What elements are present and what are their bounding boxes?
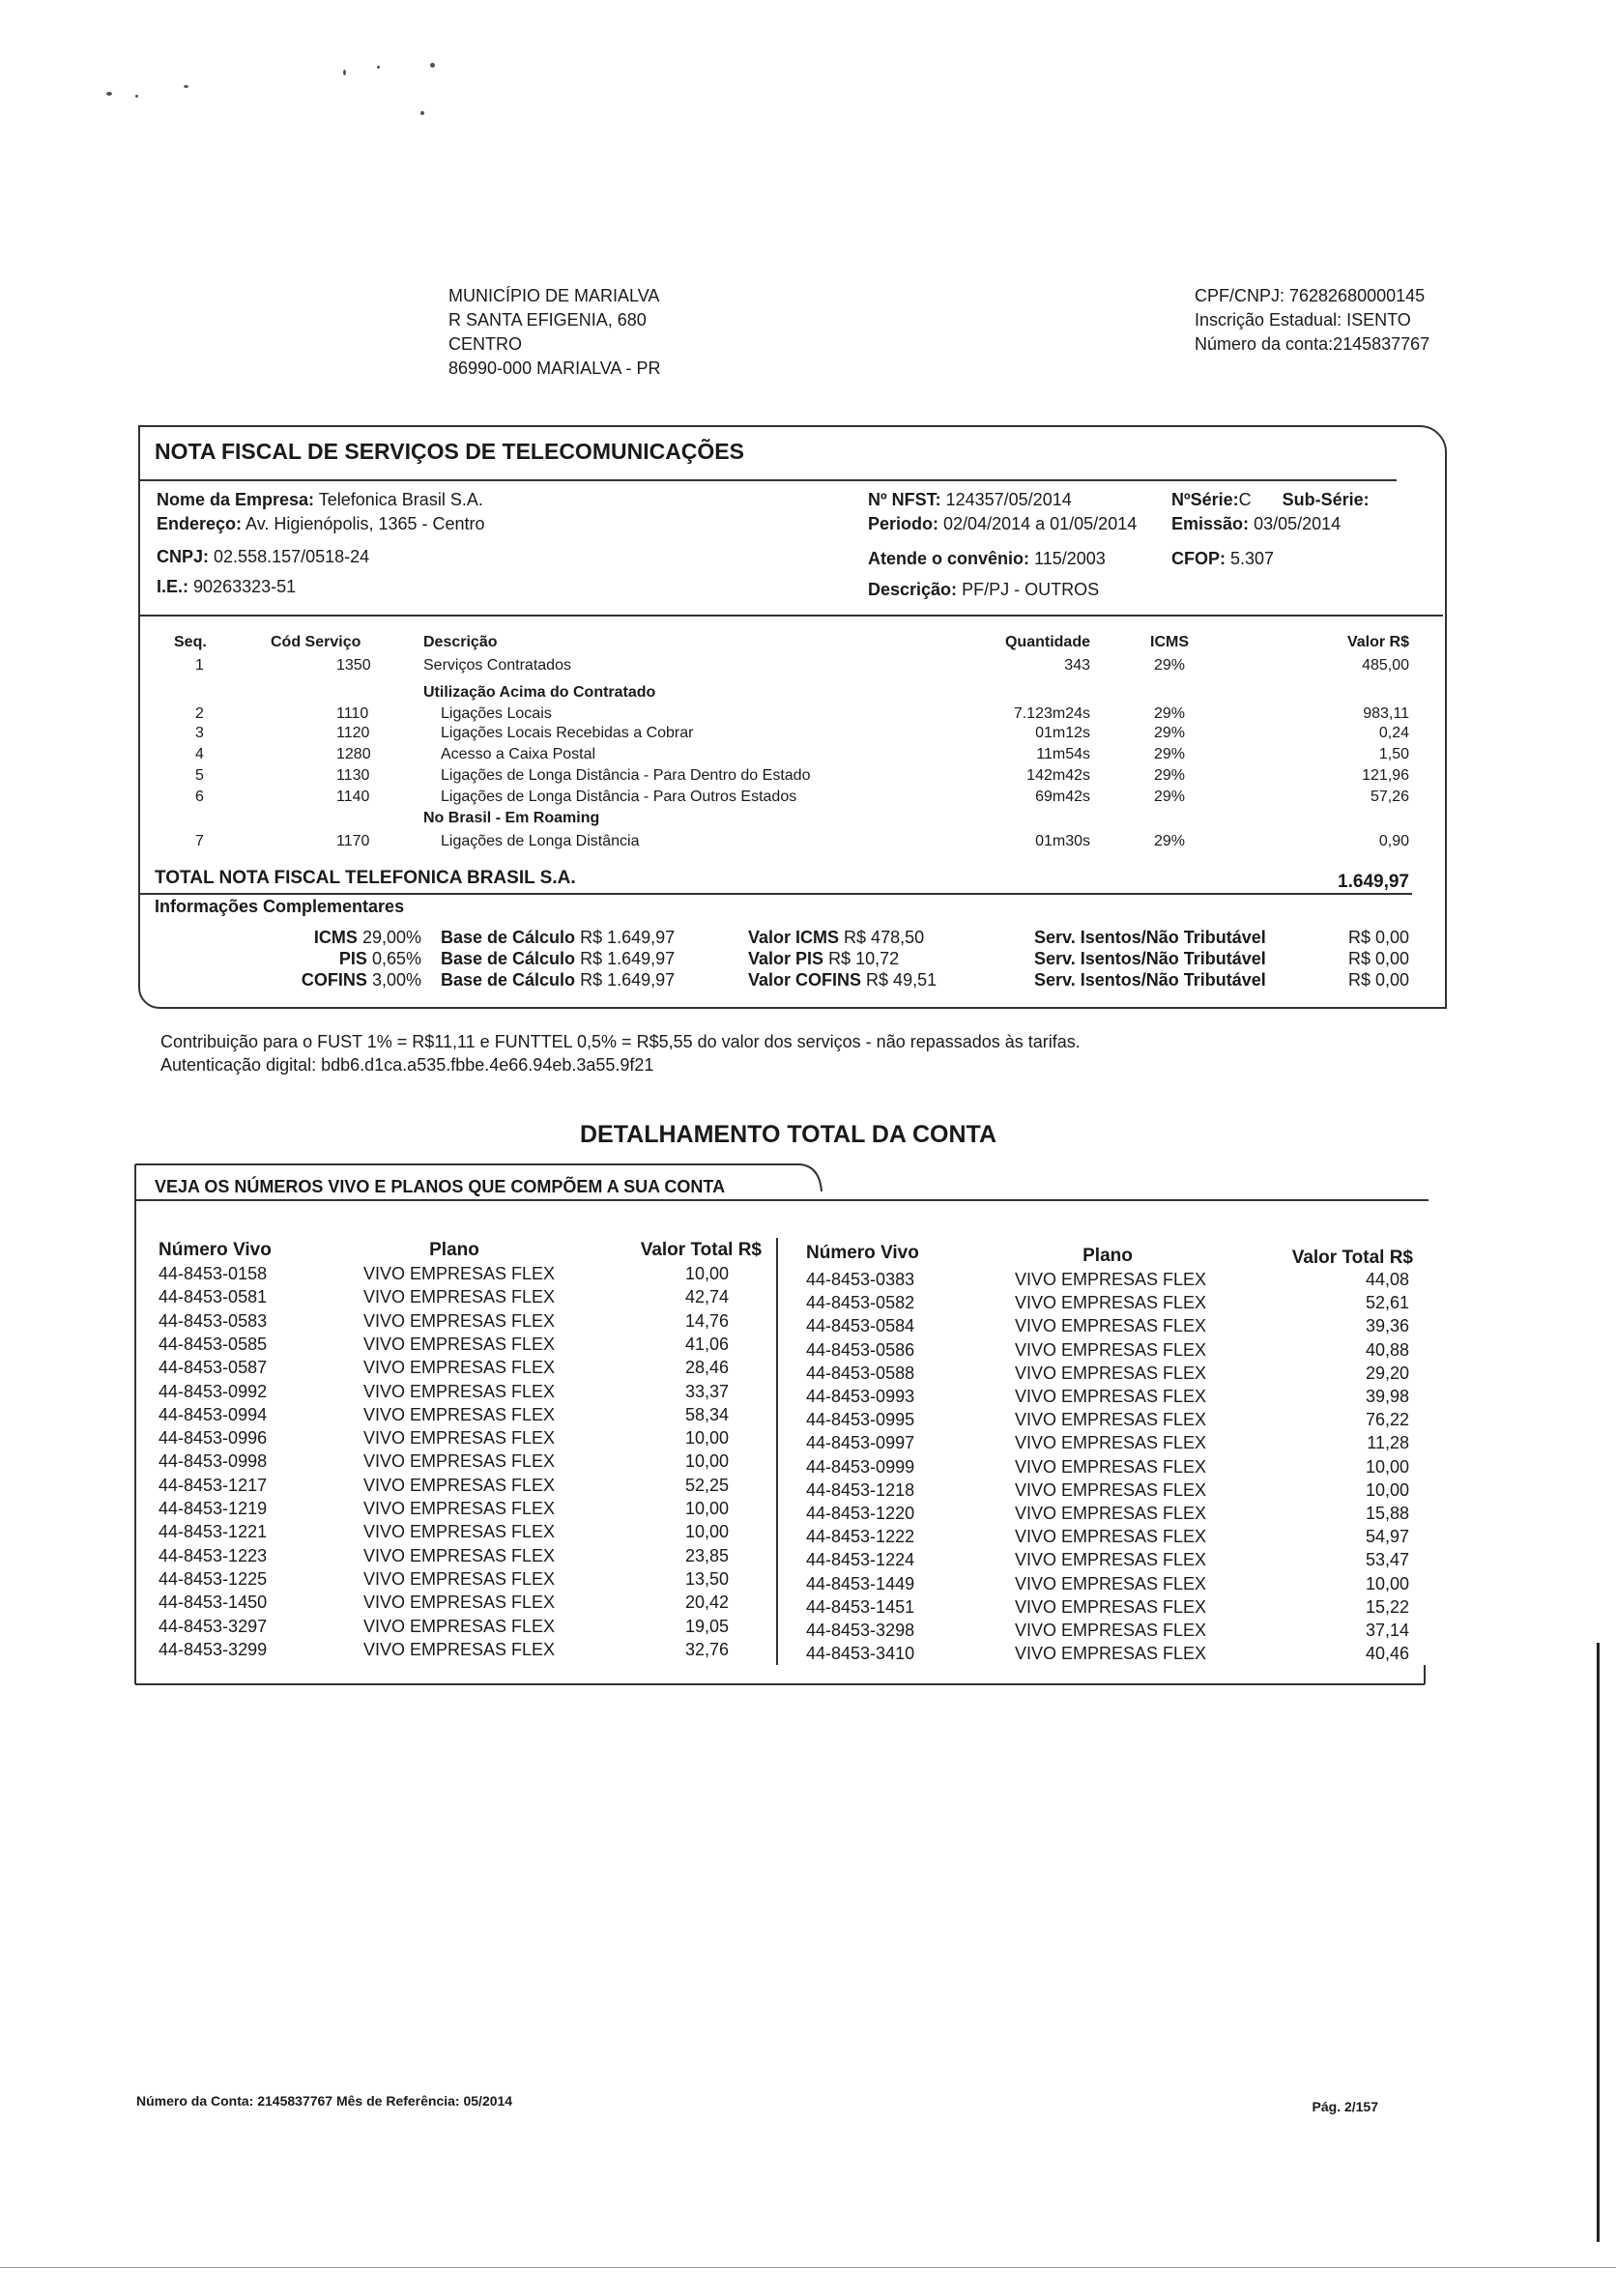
recipient-name: MUNICÍPIO DE MARIALVA	[448, 286, 660, 305]
phone-plan-row	[0, 1593, 793, 1616]
phone-plan-row	[793, 1340, 1585, 1363]
phone-number: 44-8453-0998	[159, 1451, 268, 1472]
phone-number: 44-8453-1450	[159, 1593, 268, 1613]
phone-plan-row	[793, 1644, 1585, 1667]
footer-reference-month: Mês de Referência: 05/2014	[335, 2093, 513, 2109]
plan-value: 52,61	[1365, 1293, 1409, 1313]
plan-name: VIVO EMPRESAS FLEX	[1015, 1550, 1207, 1570]
phone-plan-row	[0, 1617, 793, 1640]
inscricao-estadual: Inscrição Estadual: ISENTO	[1195, 310, 1411, 330]
col-numero-right: Número Vivo	[806, 1243, 919, 1263]
col-valor-right: Valor Total R$	[1291, 1248, 1413, 1268]
header-icms: ICMS	[1150, 634, 1189, 650]
phone-plan-row	[0, 1405, 793, 1428]
cfop-value: 5.307	[1230, 549, 1275, 568]
plan-value: 58,34	[684, 1404, 729, 1424]
total-value: 1.649,97	[1338, 872, 1409, 892]
total-label: TOTAL NOTA FISCAL TELEFONICA BRASIL S.A.	[155, 868, 576, 888]
phone-number: 44-8453-1223	[159, 1545, 268, 1565]
phone-plan-row	[0, 1522, 793, 1545]
phone-number: 44-8453-0993	[806, 1387, 915, 1406]
convenio-label: Atende o convênio:	[868, 549, 1030, 568]
plan-name: VIVO EMPRESAS FLEX	[1015, 1339, 1207, 1360]
info-title: Informações Complementares	[155, 897, 405, 916]
company-name: Telefonica Brasil S.A.	[318, 490, 483, 509]
recipient-street: R SANTA EFIGENIA, 680	[448, 310, 647, 330]
detail-list-left	[0, 1264, 793, 1670]
plan-value: 37,14	[1365, 1621, 1409, 1640]
phone-plan-row	[793, 1387, 1585, 1410]
plan-name: VIVO EMPRESAS FLEX	[363, 1522, 556, 1542]
period-label: Periodo:	[868, 514, 939, 533]
plan-name: VIVO EMPRESAS FLEX	[1015, 1596, 1207, 1617]
phone-plan-row	[793, 1480, 1585, 1504]
plan-name: VIVO EMPRESAS FLEX	[363, 1475, 556, 1495]
phone-number: 44-8453-3299	[159, 1639, 268, 1659]
plan-value: 33,37	[684, 1381, 729, 1401]
plan-name: VIVO EMPRESAS FLEX	[363, 1381, 556, 1401]
period-value: 02/04/2014 a 01/05/2014	[943, 514, 1138, 533]
phone-number: 44-8453-1217	[159, 1475, 268, 1495]
phone-number: 44-8453-0996	[159, 1428, 268, 1449]
tax-row: COFINS 3,00% Base de Cálculo R$ 1.649,97 Valor COFINS R$ 49,51 Serv. Isentos/Não Tributável R$ 0,00	[301, 970, 1409, 990]
phone-plan-row	[793, 1316, 1585, 1339]
phone-number: 44-8453-0581	[159, 1287, 268, 1307]
cnpj-label: CNPJ:	[157, 547, 210, 566]
nfst-number: 124357/05/2014	[945, 490, 1072, 509]
phone-plan-row	[793, 1293, 1585, 1316]
plan-name: VIVO EMPRESAS FLEX	[363, 1428, 556, 1449]
plan-value: 13,50	[684, 1568, 729, 1589]
plan-value: 40,46	[1365, 1644, 1409, 1664]
item-row: 3 1120 Ligações Locais Recebidas a Cobrar 01m12s 29% 0,24	[195, 725, 1409, 741]
plan-name: VIVO EMPRESAS FLEX	[363, 1499, 556, 1518]
item-section-title: No Brasil - Em Roaming	[423, 810, 600, 826]
phone-plan-row	[793, 1574, 1585, 1597]
plan-value: 42,74	[684, 1287, 729, 1307]
account-number: Número da conta:2145837767	[1195, 334, 1430, 354]
cfop-label: CFOP:	[1171, 549, 1226, 568]
phone-number: 44-8453-0994	[159, 1404, 268, 1424]
digital-auth: Autenticação digital: bdb6.d1ca.a535.fbbe.4e66.94eb.3a55.9f21	[160, 1055, 654, 1075]
phone-plan-row	[793, 1457, 1585, 1480]
plan-name: VIVO EMPRESAS FLEX	[1015, 1316, 1207, 1336]
phone-plan-row	[0, 1264, 793, 1287]
plan-value: 10,00	[684, 1428, 729, 1449]
plan-value: 40,88	[1365, 1339, 1409, 1360]
plan-value: 10,00	[684, 1264, 729, 1283]
plan-value: 53,47	[1365, 1550, 1409, 1570]
phone-plan-row	[0, 1335, 793, 1358]
plan-name: VIVO EMPRESAS FLEX	[363, 1310, 556, 1331]
plan-value: 10,00	[1365, 1573, 1409, 1593]
plan-name: VIVO EMPRESAS FLEX	[363, 1404, 556, 1424]
phone-plan-row	[793, 1270, 1585, 1293]
plan-name: VIVO EMPRESAS FLEX	[363, 1616, 556, 1636]
plan-name: VIVO EMPRESAS FLEX	[363, 1264, 556, 1283]
plan-name: VIVO EMPRESAS FLEX	[1015, 1456, 1207, 1477]
plan-value: 10,00	[684, 1522, 729, 1542]
phone-number: 44-8453-3410	[806, 1644, 915, 1664]
phone-plan-row	[793, 1410, 1585, 1433]
plan-value: 10,00	[684, 1451, 729, 1472]
plan-name: VIVO EMPRESAS FLEX	[1015, 1270, 1207, 1289]
nfst-label: Nº NFST:	[868, 490, 941, 509]
phone-number: 44-8453-0999	[806, 1456, 915, 1477]
header-seq: Seq.	[174, 634, 207, 650]
plan-name: VIVO EMPRESAS FLEX	[1015, 1363, 1207, 1383]
item-row: 4 1280 Acesso a Caixa Postal 11m54s 29% 1,50	[195, 746, 1409, 762]
plan-name: VIVO EMPRESAS FLEX	[1015, 1504, 1207, 1523]
plan-value: 32,76	[684, 1639, 729, 1659]
phone-plan-row	[0, 1476, 793, 1499]
plan-value: 44,08	[1365, 1270, 1409, 1289]
plan-value: 14,76	[684, 1310, 729, 1331]
recipient-address	[448, 284, 835, 381]
phone-plan-row	[0, 1287, 793, 1310]
plan-value: 23,85	[684, 1545, 729, 1565]
phone-number: 44-8453-1222	[806, 1527, 915, 1547]
phone-number: 44-8453-0587	[159, 1358, 268, 1378]
phone-plan-row	[793, 1363, 1585, 1387]
item-row: 7 1170 Ligações de Longa Distância 01m30s 29% 0,90	[195, 833, 1409, 849]
plan-name: VIVO EMPRESAS FLEX	[363, 1334, 556, 1354]
ie-label: I.E.:	[157, 577, 189, 596]
phone-number: 44-8453-0995	[806, 1410, 915, 1430]
phone-plan-row	[793, 1621, 1585, 1644]
company-label: Nome da Empresa:	[157, 490, 315, 509]
descricao-value: PF/PJ - OUTROS	[962, 580, 1100, 599]
plan-value: 10,00	[1365, 1456, 1409, 1477]
phone-plan-row	[0, 1569, 793, 1593]
plan-value: 10,00	[1365, 1479, 1409, 1500]
plan-name: VIVO EMPRESAS FLEX	[1015, 1621, 1207, 1640]
phone-plan-row	[0, 1640, 793, 1663]
phone-number: 44-8453-3298	[806, 1621, 915, 1640]
plan-value: 28,46	[684, 1358, 729, 1378]
tax-table	[0, 928, 1616, 997]
phone-plan-row	[0, 1382, 793, 1405]
plan-name: VIVO EMPRESAS FLEX	[363, 1451, 556, 1472]
phone-plan-row	[0, 1451, 793, 1475]
item-row: 5 1130 Ligações de Longa Distância - Para Dentro do Estado 142m42s 29% 121,96	[195, 767, 1409, 784]
detail-title: DETALHAMENTO TOTAL DA CONTA	[580, 1121, 996, 1148]
recipient-district: CENTRO	[448, 334, 522, 354]
cpf-cnpj: CPF/CNPJ: 76282680000145	[1195, 286, 1426, 305]
plan-value: 15,22	[1365, 1596, 1409, 1617]
phone-number: 44-8453-0582	[806, 1293, 915, 1313]
item-row: 1 1350 Serviços Contratados 343 29% 485,00	[195, 657, 1409, 674]
plan-name: VIVO EMPRESAS FLEX	[1015, 1527, 1207, 1547]
items-table	[0, 657, 1616, 860]
plan-name: VIVO EMPRESAS FLEX	[1015, 1293, 1207, 1313]
phone-number: 44-8453-0383	[806, 1270, 915, 1289]
plan-value: 29,20	[1365, 1363, 1409, 1383]
emissao-label: Emissão:	[1171, 514, 1250, 533]
subserie-label: Sub-Série:	[1282, 490, 1370, 509]
phone-number: 44-8453-1221	[159, 1522, 268, 1542]
plan-value: 52,25	[684, 1475, 729, 1495]
phone-number: 44-8453-3297	[159, 1616, 268, 1636]
fust-note: Contribuição para o FUST 1% = R$11,11 e FUNTTEL 0,5% = R$5,55 do valor dos serviços - não repassados às tarifas.	[160, 1032, 1081, 1051]
phone-plan-row	[0, 1499, 793, 1522]
plan-name: VIVO EMPRESAS FLEX	[1015, 1387, 1207, 1406]
item-section-title: Utilização Acima do Contratado	[423, 684, 656, 701]
serie-label: NºSérie:	[1171, 490, 1239, 509]
plan-name: VIVO EMPRESAS FLEX	[363, 1358, 556, 1378]
convenio-value: 115/2003	[1034, 549, 1106, 568]
plan-name: VIVO EMPRESAS FLEX	[363, 1545, 556, 1565]
phone-plan-row	[0, 1428, 793, 1451]
phone-plan-row	[793, 1527, 1585, 1550]
plan-value: 41,06	[684, 1334, 729, 1354]
phone-number: 44-8453-1219	[159, 1499, 268, 1518]
address-label: Endereço:	[157, 514, 243, 533]
col-valor-left: Valor Total R$	[640, 1240, 762, 1260]
emissao-value: 03/05/2014	[1254, 514, 1342, 533]
phone-plan-row	[793, 1433, 1585, 1456]
plan-name: VIVO EMPRESAS FLEX	[1015, 1479, 1207, 1500]
phone-plan-row	[0, 1546, 793, 1569]
header-desc: Descrição	[423, 634, 498, 650]
phone-number: 44-8453-1451	[806, 1596, 915, 1617]
plan-value: 39,36	[1365, 1316, 1409, 1336]
invoice-title: NOTA FISCAL DE SERVIÇOS DE TELECOMUNICAÇÕES	[155, 439, 744, 464]
account-info	[1195, 284, 1562, 357]
phone-number: 44-8453-0586	[806, 1339, 915, 1360]
detail-list-right	[793, 1270, 1585, 1685]
phone-number: 44-8453-1220	[806, 1504, 915, 1523]
company-cnpj: 02.558.157/0518-24	[214, 547, 370, 566]
plan-name: VIVO EMPRESAS FLEX	[363, 1639, 556, 1659]
header-valor: Valor R$	[1346, 634, 1409, 650]
recipient-city: 86990-000 MARIALVA - PR	[448, 359, 661, 378]
plan-value: 10,00	[684, 1499, 729, 1518]
phone-number: 44-8453-0583	[159, 1310, 268, 1331]
plan-value: 20,42	[684, 1593, 729, 1613]
phone-number: 44-8453-0992	[159, 1381, 268, 1401]
plan-value: 76,22	[1365, 1410, 1409, 1430]
footer-page-number: Pág. 2/157	[1312, 2099, 1378, 2114]
phone-number: 44-8453-0585	[159, 1334, 268, 1354]
item-row: 2 1110 Ligações Locais 7.123m24s 29% 983,11	[195, 705, 1409, 722]
plan-value: 11,28	[1367, 1433, 1409, 1453]
plan-name: VIVO EMPRESAS FLEX	[1015, 1433, 1207, 1453]
company-ie: 90263323-51	[193, 577, 297, 596]
plan-value: 15,88	[1365, 1504, 1409, 1523]
plan-name: VIVO EMPRESAS FLEX	[1015, 1644, 1207, 1664]
company-address: Av. Higienópolis, 1365 - Centro	[245, 514, 485, 533]
phone-number: 44-8453-0158	[159, 1264, 268, 1283]
plan-name: VIVO EMPRESAS FLEX	[363, 1568, 556, 1589]
tax-row: ICMS 29,00% Base de Cálculo R$ 1.649,97 Valor ICMS R$ 478,50 Serv. Isentos/Não Tributável R$ 0,00	[313, 928, 1409, 947]
phone-number: 44-8453-1449	[806, 1573, 915, 1593]
col-numero-left: Número Vivo	[159, 1240, 272, 1260]
descricao-label: Descrição:	[868, 580, 958, 599]
phone-number: 44-8453-1225	[159, 1568, 268, 1589]
phone-number: 44-8453-1224	[806, 1550, 915, 1570]
header-qtd: Quantidade	[1004, 634, 1090, 650]
plan-name: VIVO EMPRESAS FLEX	[363, 1287, 556, 1307]
plan-name: VIVO EMPRESAS FLEX	[363, 1593, 556, 1613]
phone-number: 44-8453-0997	[806, 1433, 915, 1453]
phone-plan-row	[793, 1504, 1585, 1527]
detail-tab-label: VEJA OS NÚMEROS VIVO E PLANOS QUE COMPÕEM A SUA CONTA	[155, 1177, 726, 1196]
plan-name: VIVO EMPRESAS FLEX	[1015, 1410, 1207, 1430]
item-row: 6 1140 Ligações de Longa Distância - Para Outros Estados 69m42s 29% 57,26	[195, 789, 1409, 805]
footer-account-number: Número da Conta: 2145837767	[136, 2093, 333, 2109]
items-header	[0, 634, 1616, 655]
phone-plan-row	[793, 1550, 1585, 1573]
serie-value: C	[1238, 490, 1252, 509]
footer-account	[136, 2093, 512, 2109]
phone-number: 44-8453-0584	[806, 1316, 915, 1336]
header-cod: Cód Serviço	[271, 634, 361, 650]
plan-value: 39,98	[1365, 1387, 1409, 1406]
plan-value: 54,97	[1365, 1527, 1409, 1547]
phone-number: 44-8453-0588	[806, 1363, 915, 1383]
phone-plan-row	[0, 1358, 793, 1381]
col-plano-left: Plano	[429, 1240, 479, 1260]
plan-name: VIVO EMPRESAS FLEX	[1015, 1573, 1207, 1593]
tax-row: PIS 0,65% Base de Cálculo R$ 1.649,97 Valor PIS R$ 10,72 Serv. Isentos/Não Tributável R$ 0,00	[338, 949, 1409, 968]
col-plano-right: Plano	[1082, 1246, 1133, 1266]
phone-plan-row	[0, 1311, 793, 1335]
phone-plan-row	[793, 1597, 1585, 1621]
phone-number: 44-8453-1218	[806, 1479, 915, 1500]
plan-value: 19,05	[684, 1616, 729, 1636]
